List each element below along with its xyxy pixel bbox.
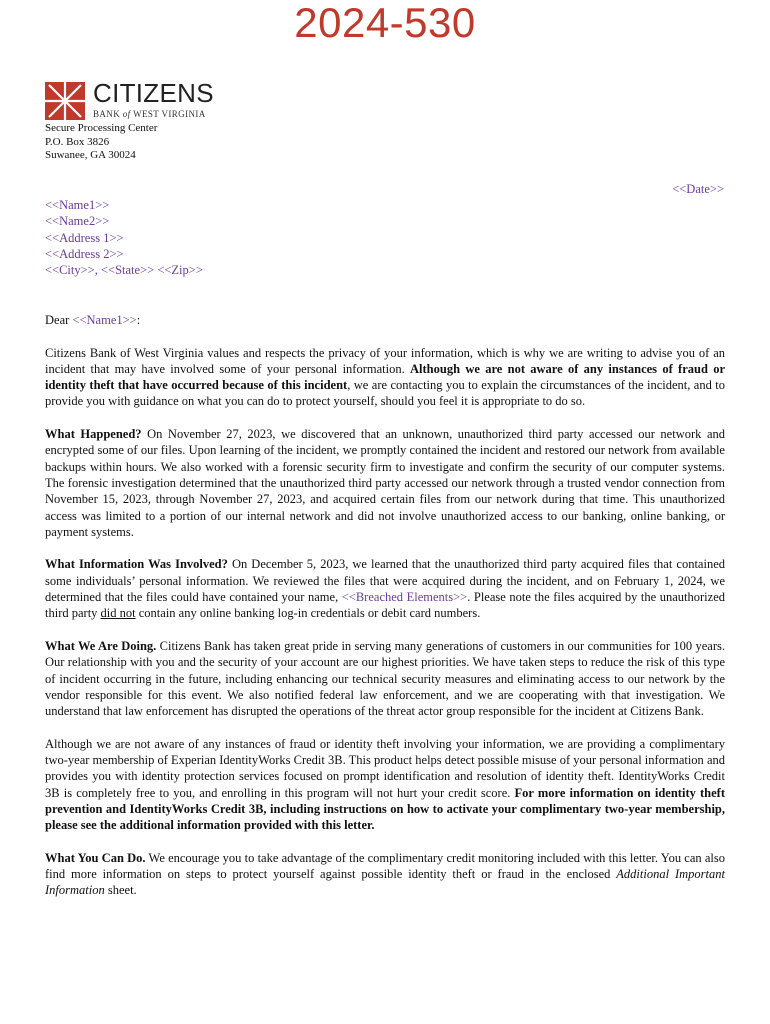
greeting: Dear <<Name1>>: <box>45 313 141 327</box>
section-heading: What We Are Doing. <box>45 638 157 653</box>
recipient-city-state-zip: <<City>>, <<State>> <<Zip>> <box>45 263 203 278</box>
recipient-address2: <<Address 2>> <box>45 246 124 261</box>
section-heading: What You Can Do. <box>45 850 146 865</box>
section-heading: What Happened? <box>45 427 142 442</box>
what-happened-paragraph: What Happened? On November 27, 2023, we discovered that an unknown, unauthorized third party accessed our network and encrypted some of our files. Upon learning of the incident, we promptly contained the incident and restored our network from available backups within hours. We also worked with a forensic security firm to investigate and confirm the security of our computer systems. The forensic investigation determined that the unauthorized third party accessed our network through a trusted vendor connection from November 15, 2023, through November 27, 2023, and acquired certain files from our network during that time. This unauthorized access was limited to a portion of our internal network and did not involve unauthorized access to our banking, online banking, or payment systems. <box>45 427 725 539</box>
info-involved-paragraph: What Information Was Involved? On December 5, 2023, we learned that the unauthorized third party acquired files that contained some individuals’ personal information. We reviewed the files that were acquired during the incident, and on February 1, 2024, we determined that the files could have contained your name, <<Breached Elements>>. Please note the files acquired by the unauthorized third party did not contain any online banking log-in credentials or debit card numbers. <box>45 557 725 621</box>
what-we-are-doing-paragraph: What We Are Doing. Citizens Bank has taken great pride in serving many generations of customers in our communities for 100 years. Our relationship with you and the security of your account are our highest priorities. We have taken steps to reduce the risk of this type of incident occurring in the future, including enhancing our technical security measures and eliminating access to our network by the vendor responsible for this event. We also notified federal law enforcement, and we are cooperating with that investigation. We understand that law enforcement has disrupted the operations of the threat actor group responsible for the incident at Citizens Bank. <box>45 638 725 719</box>
recipient-name2: <<Name2>> <box>45 214 110 229</box>
sender-line: Secure Processing Center <box>45 122 158 134</box>
sender-line: P.O. Box 3826 <box>45 135 110 148</box>
recipient-address1: <<Address 1>> <box>45 230 124 245</box>
date-placeholder: <<Date>> <box>672 182 724 196</box>
breached-elements-placeholder: <<Breached Elements>> <box>341 590 468 605</box>
what-you-can-do-paragraph: What You Can Do. We encourage you to take advantage of the complimentary credit monitoring included with this letter. You can also find more information on steps to protect yourself against possible identity theft or fraud in the enclosed Additional Important Information sheet. <box>45 850 725 898</box>
citizens-bank-logo <box>45 80 215 122</box>
sender-line: Suwanee, GA 30024 <box>45 149 136 161</box>
document-number: 2024-530 <box>294 0 476 46</box>
recipient-address <box>45 197 203 278</box>
membership-paragraph: Although we are not aware of any instances of fraud or identity theft involving your information, we are providing a complimentary two-year membership of Experian IdentityWorks Credit 3B. This product helps detect possible misuse of your personal information and provides you with identity protection services focused on prompt identification and resolution of identity theft. IdentityWorks Credit 3B is completely free to you, and enrolling in this program will not hurt your credit score. For more information on identity theft prevention and IdentityWorks Credit 3B, including instructions on how to activate your complimentary two-year membership, please see the additional information provided with this letter. <box>45 736 725 833</box>
sender-address <box>45 122 157 163</box>
logo-subtitle: BANK of WEST VIRGINIA <box>93 109 206 119</box>
starburst-logo-icon <box>45 82 85 120</box>
section-heading: What Information Was Involved? <box>45 557 228 572</box>
intro-paragraph: Citizens Bank of West Virginia values and respects the privacy of your information, which is why we are writing to advise you of an incident that may have involved some of your personal information. Although we are not aware of any instances of fraud or identity theft that have occurred because of this incident, we are contacting you to explain the circumstances of the incident, and to provide you with guidance on what you can do to protect yourself, should you feel it is appropriate to do so. <box>45 345 726 409</box>
logo-wordmark: CITIZENS <box>93 78 214 108</box>
letter-body <box>45 312 725 915</box>
recipient-name1: <<Name1>> <box>45 198 110 212</box>
